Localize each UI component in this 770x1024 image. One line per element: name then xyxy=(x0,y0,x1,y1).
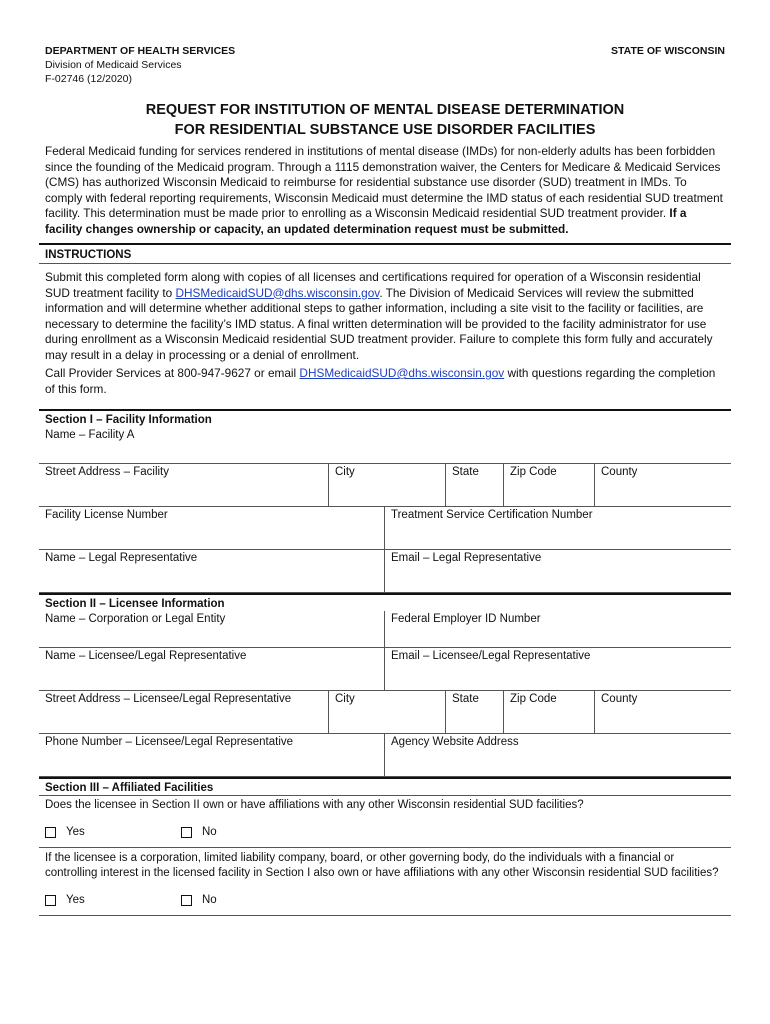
row-licensee-rep xyxy=(39,648,731,691)
licensee-zip-field[interactable]: Zip Code xyxy=(503,691,594,733)
section-1-heading: Section I – Facility Information xyxy=(39,409,731,427)
department-name: DEPARTMENT OF HEALTH SERVICES xyxy=(45,45,236,57)
form-number: F-02746 (12/2020) xyxy=(45,73,132,85)
intro-paragraph xyxy=(45,144,725,237)
section-3 xyxy=(39,777,731,916)
form-page xyxy=(39,44,731,916)
q1-no-label: No xyxy=(202,826,217,838)
checkbox-icon[interactable] xyxy=(45,827,56,838)
licensee-rep-name-field[interactable]: Name – Licensee/Legal Representative xyxy=(45,650,247,662)
question-2-options xyxy=(39,883,731,915)
facility-county-field[interactable]: County xyxy=(594,464,731,506)
form-header xyxy=(39,44,731,88)
instructions-heading: INSTRUCTIONS xyxy=(39,243,731,264)
row-facility-name xyxy=(39,427,731,464)
licensee-county-field[interactable]: County xyxy=(594,691,731,733)
instr-p2-b: with questions regarding the completion of this form. xyxy=(45,366,716,396)
title-line-1: REQUEST FOR INSTITUTION OF MENTAL DISEASE DETERMINATION xyxy=(145,102,625,118)
checkbox-icon[interactable] xyxy=(181,827,192,838)
instr-p1-b: . The Division of Medicaid Services will review the submitted information and will determine whether additional steps to gather information, including a site visit to the facility or facilities, are necessary to determine the facility’s IMD status. A final written determination will be provided to the facility administrator for use during enrollment as a Wisconsin Medicaid residential SUD treatment provider. Failure to complete this form fully and accurately may result in a delay in processing or a denial of enrollment. xyxy=(45,285,713,362)
title-line-2: FOR RESIDENTIAL SUBSTANCE USE DISORDER FACILITIES xyxy=(174,122,596,138)
licensee-street-field[interactable]: Street Address – Licensee/Legal Representative xyxy=(45,693,292,705)
question-2: If the licensee is a corporation, limited liability company, board, or other governing body, do the individuals with a financial or controlling interest in the licensed facility in Section I also own or have affiliations with any other Wisconsin residential SUD facilities? xyxy=(45,852,719,879)
state-name: STATE OF WISCONSIN xyxy=(611,45,725,57)
section-3-heading: Section III – Affiliated Facilities xyxy=(39,777,731,796)
q2-no-option[interactable] xyxy=(181,891,317,909)
division-name: Division of Medicaid Services xyxy=(45,59,182,71)
licensee-phone-field[interactable]: Phone Number – Licensee/Legal Representative xyxy=(45,736,294,748)
q2-yes-option[interactable] xyxy=(45,891,181,909)
facility-state-field[interactable]: State xyxy=(445,464,503,506)
legal-rep-email-field[interactable]: Email – Legal Representative xyxy=(384,550,731,592)
facility-zip-field[interactable]: Zip Code xyxy=(503,464,594,506)
bottom-divider xyxy=(39,915,731,916)
row-corp xyxy=(39,611,731,648)
intro-text: Federal Medicaid funding for services rendered in institutions of mental disease (IMDs) for non-elderly adults has been forbidden since the founding of the Medicaid program. Through a 1115 demonstration waiver, the Centers for Medicare & Medicaid Services (CMS) has authorized Wisconsin Medicaid to reimburse for residential substance use disorder (SUD) treatment in IMDs. To comply with federal reporting requirements, Wisconsin Medicaid must determine the IMD status of each residential SUD treatment facility. This determination must be made prior to enrolling as a Wisconsin Medicaid residential SUD treatment provider. xyxy=(45,144,723,220)
facility-license-field[interactable]: Facility License Number xyxy=(45,509,168,521)
q1-no-option[interactable] xyxy=(181,823,317,841)
question-1-options xyxy=(39,815,731,847)
question-1: Does the licensee in Section II own or have affiliations with any other Wisconsin residential SUD facilities? xyxy=(45,799,584,811)
corp-name-field[interactable]: Name – Corporation or Legal Entity xyxy=(45,613,226,625)
intro-bold-text: If a facility changes ownership or capacity, an updated determination request must be submitted. xyxy=(45,206,687,236)
section-1 xyxy=(39,409,731,593)
section-2 xyxy=(39,593,731,777)
q2-no-label: No xyxy=(202,894,217,906)
instructions-paragraph-1 xyxy=(45,270,725,363)
form-title xyxy=(39,100,731,140)
q2-yes-label: Yes xyxy=(66,894,85,906)
licensee-state-field[interactable]: State xyxy=(445,691,503,733)
email-link-2[interactable]: DHSMedicaidSUD@dhs.wisconsin.gov xyxy=(299,366,505,380)
row-licensee-address xyxy=(39,691,731,734)
licensee-city-field[interactable]: City xyxy=(328,691,445,733)
header-left xyxy=(45,44,235,86)
row-legal-rep xyxy=(39,550,731,593)
q1-yes-label: Yes xyxy=(66,826,85,838)
row-licensee-phone xyxy=(39,734,731,777)
instr-p1-a: Submit this completed form along with copies of all licenses and certifications required for operation of a Wisconsin residential SUD treatment facility to xyxy=(45,270,701,300)
agency-website-field[interactable]: Agency Website Address xyxy=(384,734,731,776)
checkbox-icon[interactable] xyxy=(181,895,192,906)
section-2-heading: Section II – Licensee Information xyxy=(39,593,731,611)
instr-p2-a: Call Provider Services at 800-947-9627 or email xyxy=(45,366,300,380)
facility-street-field[interactable]: Street Address – Facility xyxy=(45,466,169,478)
row-facility-address xyxy=(39,464,731,507)
instructions-paragraph-2 xyxy=(45,366,725,397)
checkbox-icon[interactable] xyxy=(45,895,56,906)
fein-field[interactable]: Federal Employer ID Number xyxy=(384,611,731,647)
licensee-rep-email-field[interactable]: Email – Licensee/Legal Representative xyxy=(384,648,731,690)
legal-rep-name-field[interactable]: Name – Legal Representative xyxy=(45,552,198,564)
facility-name-field[interactable]: Name – Facility A xyxy=(45,429,135,441)
facility-city-field[interactable]: City xyxy=(328,464,445,506)
treatment-cert-field[interactable]: Treatment Service Certification Number xyxy=(384,507,731,549)
row-facility-license xyxy=(39,507,731,550)
q1-yes-option[interactable] xyxy=(45,823,181,841)
email-link-1[interactable]: DHSMedicaidSUD@dhs.wisconsin.gov xyxy=(175,285,380,300)
